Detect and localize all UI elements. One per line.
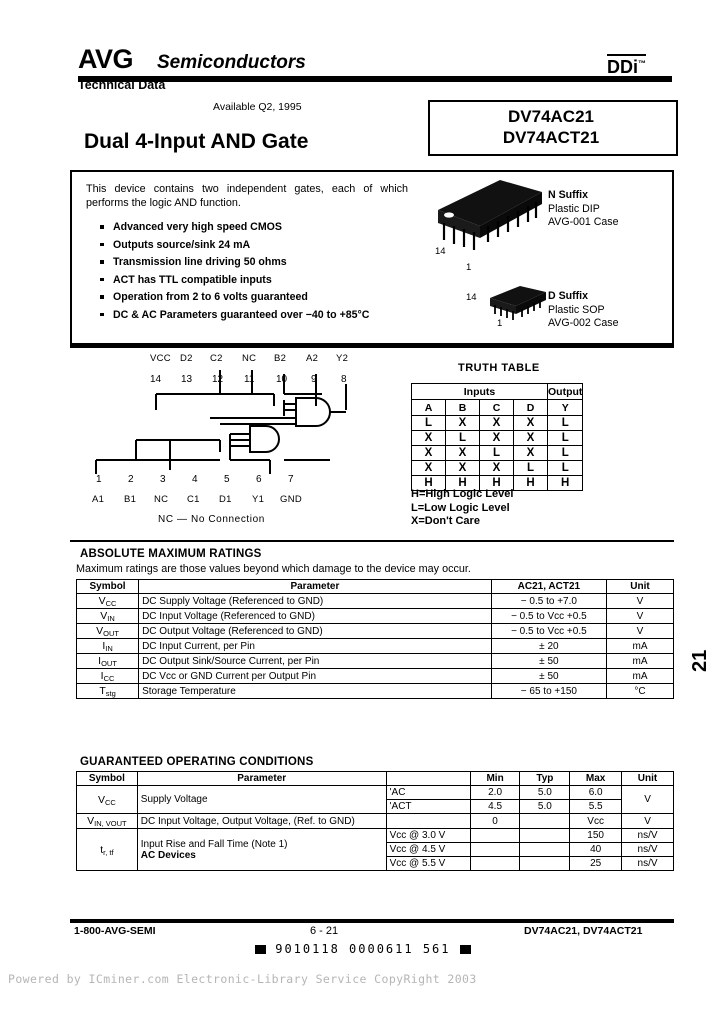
opcond-col-typ: Typ (520, 772, 570, 786)
pin-number-11: 11 (244, 374, 255, 385)
pin-label-2: B1 (124, 494, 137, 505)
cell-min: 2.0 (470, 786, 520, 800)
truth-table-col-d: D (514, 400, 548, 416)
dip-package-drawing (430, 178, 550, 268)
truth-table-group-output: Output (548, 385, 583, 398)
pin-label-6: Y1 (252, 494, 265, 505)
pin-label-1: A1 (92, 494, 105, 505)
ddi-logo-text: DDi (607, 57, 638, 77)
pin-label-11: NC (242, 353, 257, 364)
dip-suffix: N Suffix (548, 189, 589, 201)
cell-parameter: DC Supply Voltage (Referenced to GND) (139, 594, 492, 609)
cell: H (412, 476, 446, 491)
sop-package-drawing (484, 284, 550, 324)
cell-parameter: Supply Voltage (137, 786, 386, 814)
pin-number-7: 7 (288, 474, 294, 485)
pin-number-2: 2 (128, 474, 134, 485)
table-row (77, 829, 674, 843)
truth-table-col-a: A (412, 400, 446, 416)
cell-unit: ns/V (622, 829, 674, 843)
legend-dontcare: X=Don't Care (411, 515, 480, 527)
pin-number-3: 3 (160, 474, 166, 485)
barcode (255, 942, 471, 956)
cell: X (480, 461, 514, 476)
table-row (412, 400, 583, 416)
pin-label-13: D2 (180, 353, 193, 364)
table-row (77, 624, 674, 639)
list-item: Operation from 2 to 6 volts guaranteed (96, 291, 416, 303)
sop-suffix: D Suffix (548, 290, 589, 302)
cell-parameter-line1: Input Rise and Fall Time (Note 1) (140, 838, 288, 850)
cell: X (412, 446, 446, 461)
table-row (412, 384, 583, 400)
cell-max: 25 (570, 857, 622, 871)
table-row (412, 446, 583, 461)
pin-number-12: 12 (212, 374, 224, 385)
cell-unit: V (622, 814, 674, 829)
cell: L (480, 446, 514, 461)
truth-table-col-y: Y (548, 400, 583, 416)
ddi-logo (607, 54, 646, 78)
pin-number-6: 6 (256, 474, 262, 485)
cell-unit: ns/V (622, 843, 674, 857)
truth-table-title: TRUTH TABLE (458, 362, 540, 374)
cell-max: 5.5 (570, 800, 622, 814)
table-row (77, 786, 674, 800)
opcond-col-min: Min (470, 772, 520, 786)
footer-phone: 1-800-AVG-SEMI (74, 925, 156, 937)
dip-pin1-label: 1 (466, 262, 472, 273)
list-item: Outputs source/sink 24 mA (96, 239, 416, 251)
cell-symbol: $V_{OUT}$ (77, 624, 139, 639)
table-row (77, 580, 674, 594)
dip-case: AVG-001 Case (548, 216, 619, 228)
feature-list (96, 221, 416, 327)
cell-typ (520, 857, 570, 871)
pin-number-14: 14 (150, 374, 162, 385)
list-item: Advanced very high speed CMOS (96, 221, 416, 233)
cell-symbol: $I_{OUT}$ (77, 654, 139, 669)
pin-number-1: 1 (96, 474, 102, 485)
intro-paragraph: This device contains two independent gates, each of which performs the logic AND function. (86, 183, 408, 209)
pin-label-12: C2 (210, 353, 223, 364)
cell-symbol: $V_{CC}$ (77, 594, 139, 609)
cell: X (514, 416, 548, 431)
absmax-col-value: AC21, ACT21 (491, 580, 606, 594)
trademark-symbol: ™ (638, 59, 646, 68)
opcond-heading: GUARANTEED OPERATING CONDITIONS (80, 756, 314, 768)
cell-typ (520, 843, 570, 857)
cell-symbol: $V_{IN}$ (77, 609, 139, 624)
cell-symbol: $I_{CC}$ (77, 669, 139, 684)
cell-parameter: DC Input Voltage, Output Voltage, (Ref. to GND) (137, 814, 386, 829)
cell: X (514, 446, 548, 461)
sop-case: AVG-002 Case (548, 317, 619, 329)
barcode-block-right (460, 945, 471, 954)
cell-min (470, 857, 520, 871)
cell-parameter: DC Output Sink/Source Current, per Pin (139, 654, 492, 669)
cell-min (470, 843, 520, 857)
cell-parameter: DC Vᴄᴄ or GND Current per Output Pin (139, 669, 492, 684)
table-row (412, 416, 583, 431)
pin-number-13: 13 (181, 374, 193, 385)
cell-unit: mA (606, 639, 673, 654)
cell-unit: ns/V (622, 857, 674, 871)
pin-label-9: A2 (306, 353, 319, 364)
cell: X (480, 416, 514, 431)
tagline: Technical Data (78, 78, 166, 92)
cell-value: − 0.5 to Vᴄᴄ +0.5 (491, 624, 606, 639)
brand-logo: AVG (78, 44, 134, 74)
dip-package-info (548, 189, 618, 230)
part-number-primary: DV74AC21 (508, 107, 594, 126)
cell-condition: Vᴄᴄ @ 4.5 V (386, 843, 470, 857)
cell-condition: 'AC (386, 786, 470, 800)
brand-suffix: Semiconductors (157, 52, 306, 73)
cell-max: 6.0 (570, 786, 622, 800)
divider-top (70, 170, 674, 172)
list-item: Transmission line driving 50 ohms (96, 256, 416, 268)
absolute-maximum-ratings-table (76, 579, 674, 699)
table-row (77, 669, 674, 684)
cell: L (412, 416, 446, 431)
cell: L (514, 461, 548, 476)
truth-table (411, 383, 583, 491)
pin-number-4: 4 (192, 474, 198, 485)
page-title: Dual 4-Input AND Gate (84, 130, 309, 153)
cell-min (470, 829, 520, 843)
cell-min: 0 (470, 814, 520, 829)
legend-high: H=High Logic Level (411, 488, 514, 500)
cell: L (548, 461, 583, 476)
dip-pin14-label: 14 (435, 246, 446, 257)
nc-note: NC — No Connection (158, 514, 265, 525)
cell: X (446, 416, 480, 431)
cell-symbol: $V_{CC}$ (77, 786, 138, 814)
cell-value: − 0.5 to +7.0 (491, 594, 606, 609)
cell: L (548, 431, 583, 446)
cell-unit: V (606, 609, 673, 624)
cell: H (548, 476, 583, 491)
cell-unit: mA (606, 654, 673, 669)
pin-label-14: VCC (150, 353, 171, 364)
opcond-col-symbol: Symbol (77, 772, 138, 786)
sop-package-info (548, 290, 618, 331)
page-tab: 21 (689, 649, 711, 672)
list-item: DC & AC Parameters guaranteed over −40 to +85°C (96, 309, 416, 321)
barcode-block-left (255, 945, 266, 954)
opcond-col-max: Max (570, 772, 622, 786)
cell-condition (386, 814, 470, 829)
cell-typ: 5.0 (520, 800, 570, 814)
cell-typ (520, 814, 570, 829)
cell-min: 4.5 (470, 800, 520, 814)
gate-schematic (70, 348, 400, 498)
absmax-col-symbol: Symbol (77, 580, 139, 594)
cell: X (446, 461, 480, 476)
cell-value: − 0.5 to Vᴄᴄ +0.5 (491, 609, 606, 624)
cell-unit: V (606, 594, 673, 609)
cell-symbol: $T_{stg}$ (77, 684, 139, 699)
cell-parameter-line2: AC Devices (140, 849, 196, 861)
footer-part-numbers: DV74AC21, DV74ACT21 (524, 925, 643, 937)
cell-unit: °C (606, 684, 673, 699)
table-row (77, 772, 674, 786)
availability-text: Available Q2, 1995 (213, 101, 302, 113)
divider-left (70, 170, 72, 345)
pin-number-5: 5 (224, 474, 230, 485)
cell: L (548, 416, 583, 431)
absmax-col-unit: Unit (606, 580, 673, 594)
table-row (412, 461, 583, 476)
pin-number-8: 8 (341, 374, 347, 385)
cell-typ (520, 829, 570, 843)
pin-label-4: C1 (187, 494, 200, 505)
table-row (77, 814, 674, 829)
table-row (412, 431, 583, 446)
cell-value: ± 50 (491, 669, 606, 684)
cell: H (446, 476, 480, 491)
pin-label-5: D1 (219, 494, 232, 505)
cell-unit: V (606, 624, 673, 639)
absmax-subheading: Maximum ratings are those values beyond which damage to the device may occur. (76, 563, 471, 575)
opcond-col-condition (386, 772, 470, 786)
truth-table-col-b: B (446, 400, 480, 416)
table-row (77, 684, 674, 699)
cell-value: − 65 to +150 (491, 684, 606, 699)
pin-label-7: GND (280, 494, 303, 505)
truth-table-col-c: C (480, 400, 514, 416)
cell-max: 40 (570, 843, 622, 857)
cell-parameter (137, 829, 386, 871)
list-item: ACT has TTL compatible inputs (96, 274, 416, 286)
footer-page-number: 6 - 21 (310, 925, 339, 937)
pin-number-10: 10 (276, 374, 288, 385)
pin-label-10: B2 (274, 353, 287, 364)
sop-pin14-label: 14 (466, 292, 477, 303)
cell: X (514, 431, 548, 446)
operating-conditions-table (76, 771, 674, 871)
watermark: Powered by ICminer.com Electronic-Library Service CopyRight 2003 (8, 972, 477, 986)
absmax-heading: ABSOLUTE MAXIMUM RATINGS (80, 548, 262, 560)
cell-parameter: DC Input Voltage (Referenced to GND) (139, 609, 492, 624)
dip-type: Plastic DIP (548, 202, 600, 215)
cell-symbol: $I_{IN}$ (77, 639, 139, 654)
part-number-secondary: DV74ACT21 (502, 128, 600, 147)
cell-typ: 5.0 (520, 786, 570, 800)
table-row (77, 609, 674, 624)
pin-label-3: NC (154, 494, 169, 505)
cell-condition: 'ACT (386, 800, 470, 814)
divider-right (672, 170, 674, 345)
opcond-col-unit: Unit (622, 772, 674, 786)
cell-value: ± 50 (491, 654, 606, 669)
cell: L (446, 431, 480, 446)
pin-label-8: Y2 (336, 353, 349, 364)
cell-parameter: Storage Temperature (139, 684, 492, 699)
cell-max: 150 (570, 829, 622, 843)
cell: H (514, 476, 548, 491)
cell: X (446, 446, 480, 461)
cell: X (480, 431, 514, 446)
sop-pin1-label: 1 (497, 318, 503, 329)
cell-symbol: $t_{r, tf}$ (77, 829, 138, 871)
table-row (77, 594, 674, 609)
cell: L (548, 446, 583, 461)
cell: X (412, 431, 446, 446)
cell-parameter: DC Output Voltage (Referenced to GND) (139, 624, 492, 639)
cell-max: Vᴄᴄ (570, 814, 622, 829)
pin-number-9: 9 (311, 374, 317, 385)
divider-absmax (70, 540, 674, 542)
truth-table-legend (411, 488, 513, 529)
cell-condition: Vᴄᴄ @ 5.5 V (386, 857, 470, 871)
absmax-col-parameter: Parameter (139, 580, 492, 594)
cell: H (480, 476, 514, 491)
sop-type: Plastic SOP (548, 303, 605, 316)
barcode-digits: 9010118 0000611 561 (275, 942, 451, 956)
cell-unit: V (622, 786, 674, 814)
truth-table-group-inputs: Inputs (412, 384, 548, 400)
cell-value: ± 20 (491, 639, 606, 654)
table-row (77, 654, 674, 669)
cell-unit: mA (606, 669, 673, 684)
table-row (77, 639, 674, 654)
cell: X (412, 461, 446, 476)
cell-symbol: $V_{IN, VOUT}$ (77, 814, 138, 829)
footer-rule (70, 919, 674, 923)
cell-condition: Vᴄᴄ @ 3.0 V (386, 829, 470, 843)
legend-low: L=Low Logic Level (411, 501, 510, 514)
cell-parameter: DC Input Current, per Pin (139, 639, 492, 654)
opcond-col-parameter: Parameter (137, 772, 386, 786)
header-rule (78, 76, 672, 82)
